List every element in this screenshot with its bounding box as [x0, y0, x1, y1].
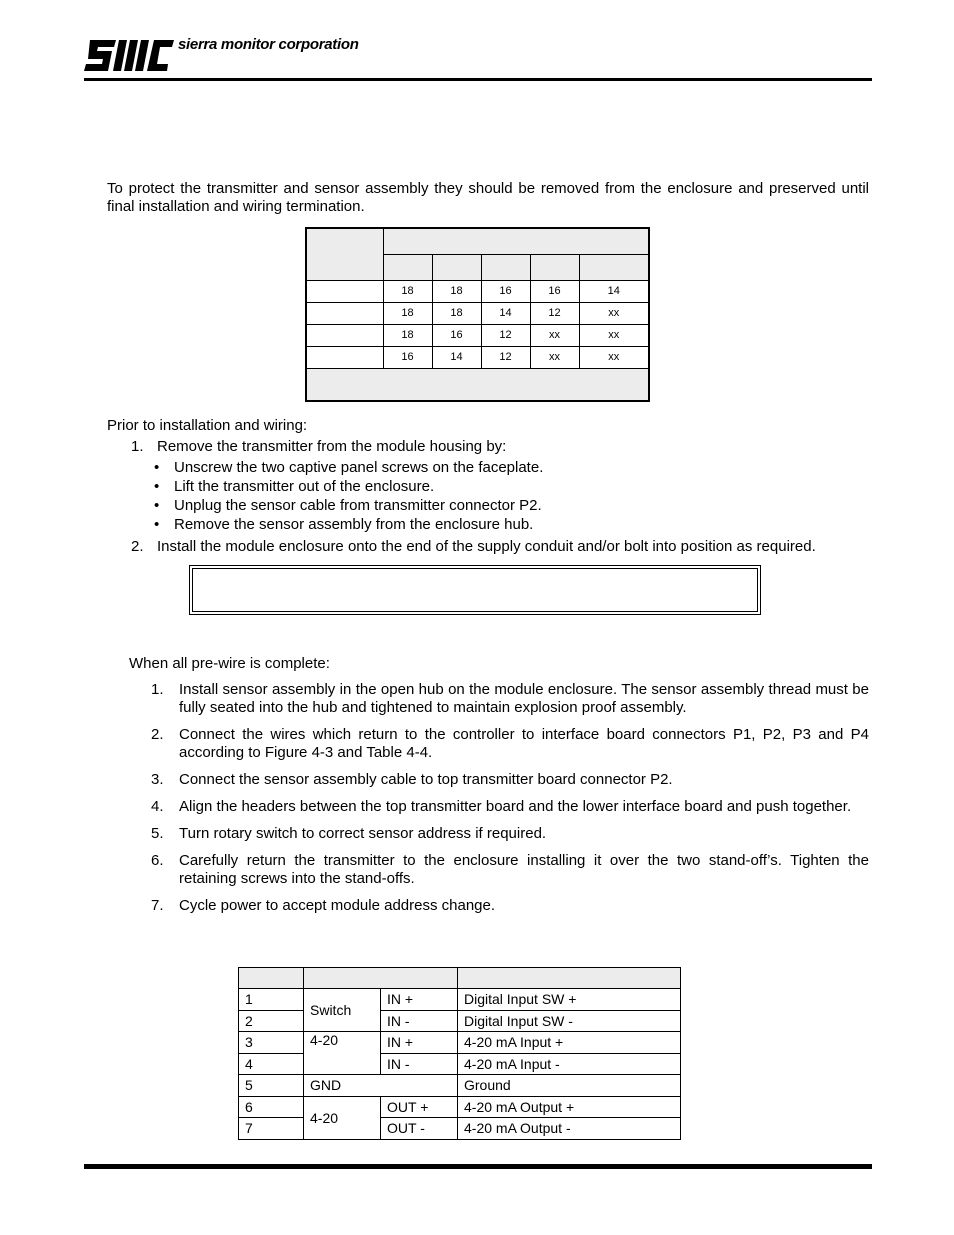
- table-row: 3 4-20 IN + 4-20 mA Input +: [239, 1032, 681, 1054]
- gauge-subheader-cell: [530, 254, 579, 280]
- table-header-row: [239, 968, 681, 989]
- list-item: • Lift the transmitter out of the enclosure.: [154, 477, 543, 496]
- gauge-footer-cell: [306, 368, 649, 401]
- list-item: 1. Install sensor assembly in the open hub on the module enclosure. The sensor assembly thread must be fully seated into the hub and tightened to maintain explosion proof assembly.: [151, 681, 869, 716]
- company-name: sierra monitor corporation: [178, 36, 359, 53]
- intro-paragraph: To protect the transmitter and sensor assembly they should be removed from the enclosure and preserved until final installation and wiring termination.: [107, 180, 869, 215]
- list-item: 2. Connect the wires which return to the controller to interface board connectors P1, P2, P3 and P4 according to Figure 4-3 and Table 4-4.: [151, 726, 869, 761]
- header-rule: [84, 78, 872, 81]
- prior-step-2: 2. Install the module enclosure onto the end of the supply conduit and/or bolt into position as required.: [131, 538, 816, 555]
- gauge-subheader-cell: [432, 254, 481, 280]
- gauge-subheader-cell: [383, 254, 432, 280]
- table-row: 16 14 12 xx xx: [306, 346, 649, 368]
- list-item: 5. Turn rotary switch to correct sensor address if required.: [151, 825, 547, 842]
- connector-pin-table: [238, 967, 681, 1140]
- table-row: 4 IN - 4-20 mA Input -: [239, 1053, 681, 1075]
- list-item: • Remove the sensor assembly from the enclosure hub.: [154, 515, 543, 534]
- list-item: 6. Carefully return the transmitter to the enclosure installing it over the two stand-off’s. Tighten the retaining screws into the stand-offs.: [151, 852, 869, 887]
- list-item: 4. Align the headers between the top transmitter board and the lower interface board and push together.: [151, 798, 852, 815]
- install-steps-list: [151, 681, 869, 924]
- table-row: 2 IN - Digital Input SW -: [239, 1010, 681, 1032]
- list-item: • Unplug the sensor cable from transmitter connector P2.: [154, 496, 543, 515]
- prior-heading: Prior to installation and wiring:: [107, 417, 308, 434]
- table-row: 18 16 12 xx xx: [306, 324, 649, 346]
- removal-bullet-list: [154, 458, 543, 534]
- note-box: [189, 565, 761, 615]
- table-row: 18 18 14 12 xx: [306, 302, 649, 324]
- list-item: 3. Connect the sensor assembly cable to top transmitter board connector P2.: [151, 771, 673, 788]
- gauge-subheader-cell: [579, 254, 649, 280]
- prior-step-1: 1. Remove the transmitter from the module housing by:: [131, 438, 507, 455]
- table-row: 5 GND Ground: [239, 1075, 681, 1097]
- wire-gauge-table: [305, 227, 650, 402]
- table-row: 18 18 16 16 14: [306, 280, 649, 302]
- table-row: 6 4-20 OUT + 4-20 mA Output +: [239, 1096, 681, 1118]
- table-row: 1 Switch IN + Digital Input SW +: [239, 989, 681, 1011]
- gauge-header-cell: [383, 228, 649, 254]
- after-heading: When all pre-wire is complete:: [129, 655, 330, 672]
- gauge-corner-cell: [306, 228, 383, 280]
- gauge-subheader-cell: [481, 254, 530, 280]
- footer-rule: [84, 1164, 872, 1169]
- list-item: • Unscrew the two captive panel screws on the faceplate.: [154, 458, 543, 477]
- table-row: 7 OUT - 4-20 mA Output -: [239, 1118, 681, 1140]
- list-item: 7. Cycle power to accept module address change.: [151, 897, 496, 914]
- smc-logo: [84, 38, 174, 74]
